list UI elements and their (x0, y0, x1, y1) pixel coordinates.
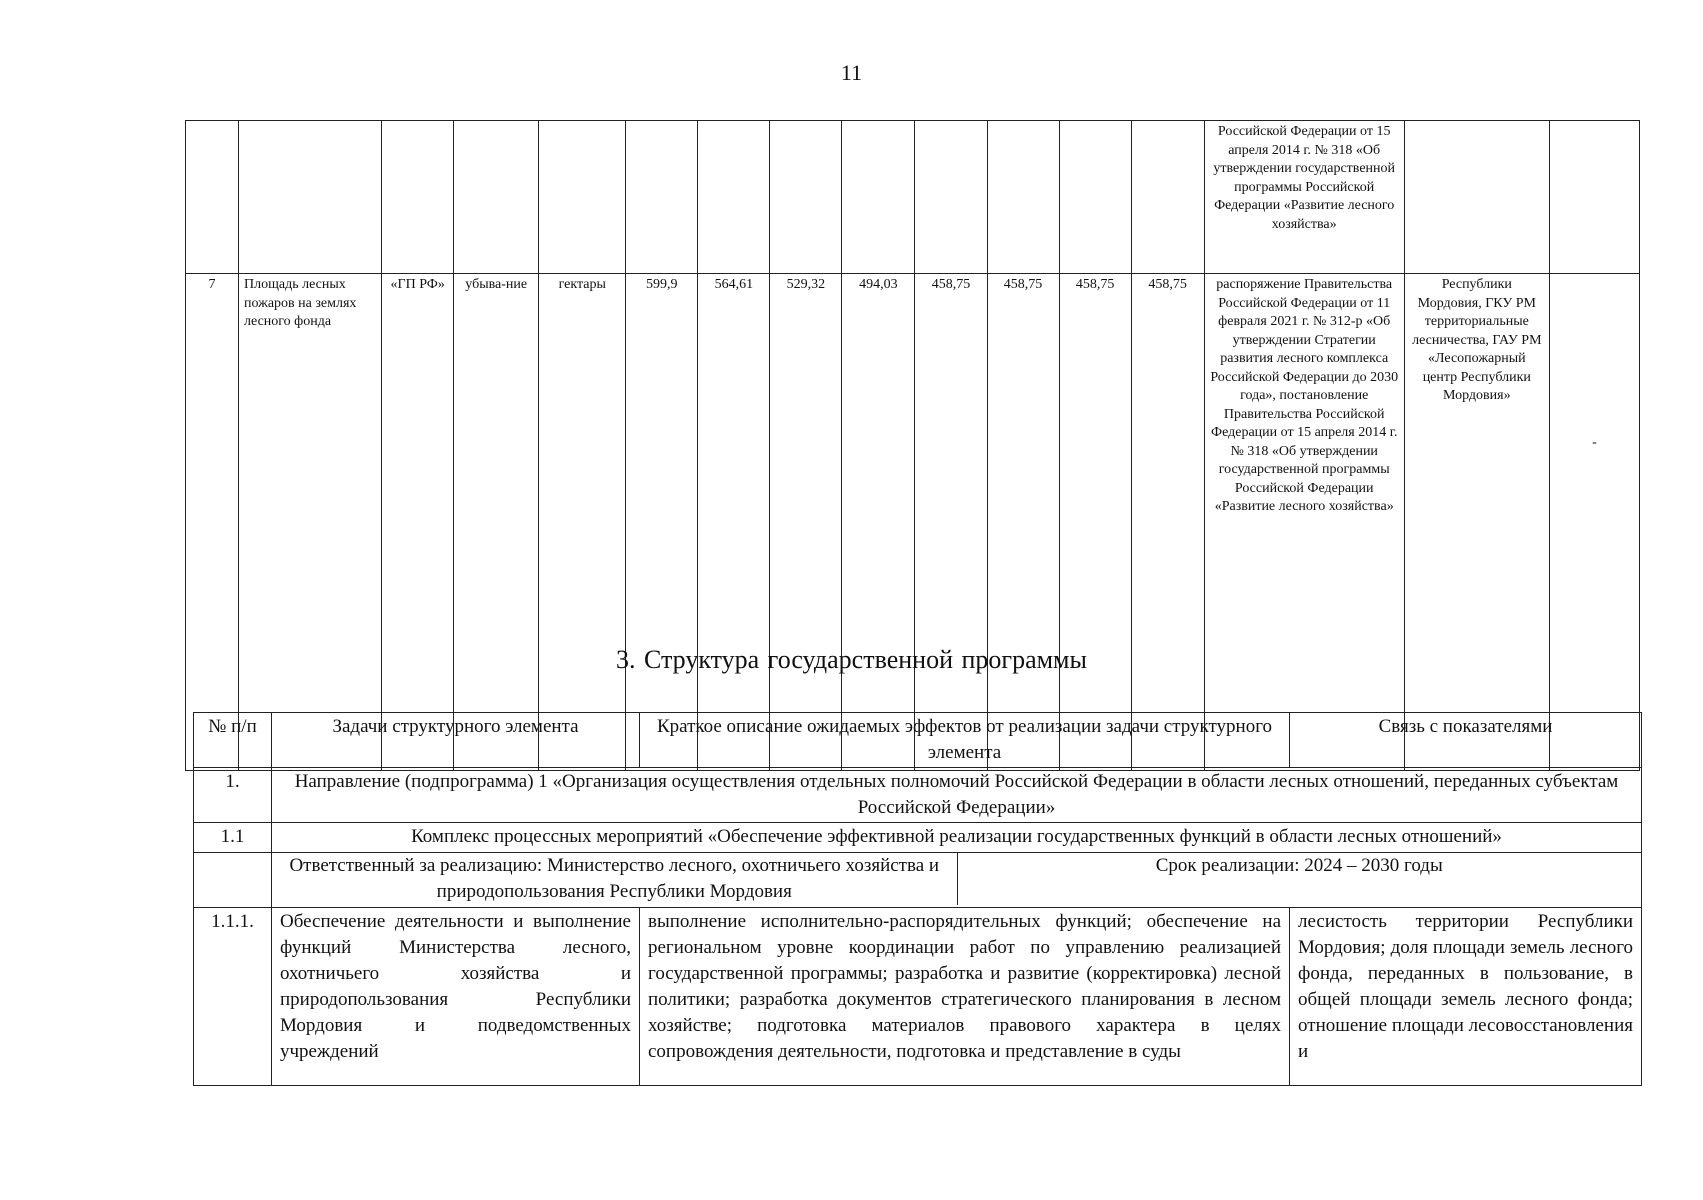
responsible-cell: Республики Мордовия, ГКУ РМ территориальные лесничества, ГАУ РМ «Лесопожарный центр Республики Мордовия» (1404, 274, 1549, 771)
table-row (194, 853, 1642, 908)
row-number: 1.1 (194, 823, 272, 853)
table-row (194, 768, 1642, 823)
value-cell: 564,61 (698, 274, 770, 771)
legal-basis-cell: распоряжение Правительства Российской Федерации от 11 февраля 2021 г. № 312-р «Об утверждении Стратегии развития лесного комплекса Российской Федерации до 2030 года», постановление Правительства Российской Федерации от 15 апреля 2014 г. № 318 «Об утверждении государственной программы Российской Федерации «Развитие лесного хозяйства» (1204, 274, 1404, 771)
task-text: Обеспечение деятельности и выполнение функций Министерства лесного, охотничьего хозяйства и природопользования Республики Мордовия и подведомственных учреждений (272, 908, 640, 1086)
header-num: № п/п (194, 713, 272, 768)
header-link: Связь с показателями (1290, 713, 1642, 768)
row-number: 7 (186, 274, 239, 771)
indicator-level: «ГП РФ» (382, 274, 454, 771)
value-cell: 529,32 (770, 274, 842, 771)
value-cell: 458,75 (1131, 274, 1204, 771)
last-cell: - (1549, 274, 1639, 771)
table-row (186, 274, 1640, 771)
complex-title: Комплекс процессных мероприятий «Обеспечение эффективной реализации государственных функций в области лесных отношений» (272, 823, 1642, 853)
header-row (194, 713, 1642, 768)
structure-table (193, 712, 1642, 1086)
page-number: 11 (840, 60, 863, 85)
header-tasks: Задачи структурного элемента (272, 713, 640, 768)
row-number: 1. (194, 768, 272, 823)
value-cell: 458,75 (915, 274, 987, 771)
legal-basis-cell: Российской Федерации от 15 апреля 2014 г. № 318 «Об утверждении государственной программы Российской Федерации «Развитие лесного хозяйства» (1204, 121, 1404, 274)
value-cell: 494,03 (842, 274, 915, 771)
responsible-text: Ответственный за реализацию: Министерство лесного, охотничьего хозяйства и природопользования Республики Мордовия (272, 853, 957, 905)
period-text: Срок реализации: 2024 – 2030 годы (1155, 855, 1443, 876)
header-effects: Краткое описание ожидаемых эффектов от реализации задачи структурного элемента (640, 713, 1290, 768)
direction-title: Направление (подпрограмма) 1 «Организация осуществления отдельных полномочий Российской Федерации в области лесных отношений, переданных субъектам Российской Федерации» (272, 768, 1642, 823)
indicator-unit: гектары (539, 274, 626, 771)
value-cell: 458,75 (1059, 274, 1131, 771)
indicator-trend: убыва-ние (454, 274, 539, 771)
row-number: 1.1.1. (194, 908, 272, 1086)
value-cell: 599,9 (626, 274, 698, 771)
indicator-name: Площадь лесных пожаров на землях лесного фонда (239, 274, 382, 771)
table-row (194, 823, 1642, 853)
value-cell: 458,75 (987, 274, 1059, 771)
table-row (186, 121, 1640, 274)
effects-text: выполнение исполнительно-распорядительных функций; обеспечение на региональном уровне координации работ по управлению реализацией государственной программы; разработка и развитие (корректировка) лесной политики; разработка документов стратегического планирования в лесном хозяйстве; подготовка материалов правового характера в целях сопровождения деятельности, подготовка и представление в суды (640, 908, 1290, 1086)
section-title: 3. Структура государственной программы (616, 645, 1087, 674)
table-row (194, 908, 1642, 1086)
indicators-text: лесистость территории Республики Мордовия; доля площади земель лесного фонда, переданных в пользование, в общей площади земель лесного фонда; отношение площади лесовосстановления и (1290, 908, 1642, 1086)
